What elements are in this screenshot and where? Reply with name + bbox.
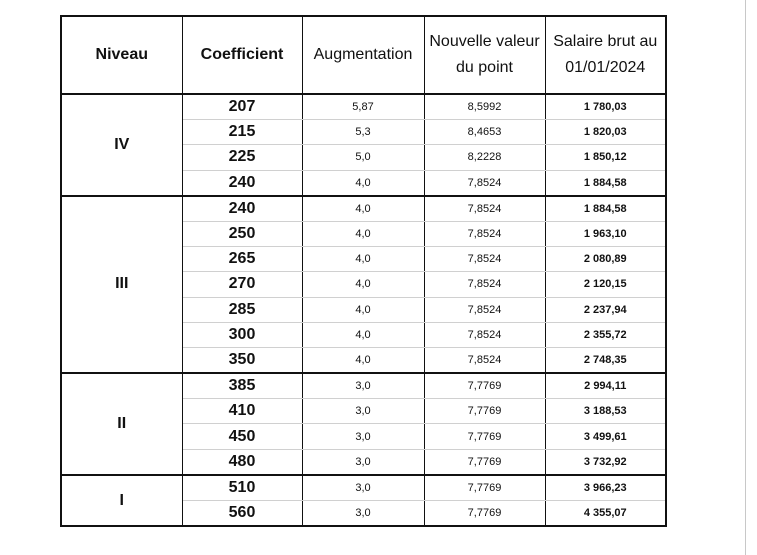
coefficient-cell: 350 [182, 347, 302, 373]
valeur-point-cell: 7,8524 [424, 170, 545, 196]
valeur-point-cell: 7,8524 [424, 196, 545, 222]
coefficient-cell: 300 [182, 322, 302, 347]
salaire-cell: 2 355,72 [545, 322, 666, 347]
table-body [61, 94, 666, 526]
coefficient-cell: 270 [182, 272, 302, 297]
salaire-cell: 2 237,94 [545, 297, 666, 322]
augmentation-cell: 4,0 [302, 247, 424, 272]
valeur-point-cell: 7,8524 [424, 347, 545, 373]
salaire-cell: 2 080,89 [545, 247, 666, 272]
table-row [61, 94, 666, 120]
salaire-cell: 2 748,35 [545, 347, 666, 373]
augmentation-cell: 4,0 [302, 272, 424, 297]
salaire-cell: 2 994,11 [545, 373, 666, 399]
coefficient-cell: 225 [182, 145, 302, 170]
augmentation-cell: 3,0 [302, 449, 424, 475]
augmentation-cell: 5,3 [302, 120, 424, 145]
salaire-cell: 4 355,07 [545, 501, 666, 527]
salaire-cell: 3 499,61 [545, 424, 666, 449]
augmentation-cell: 4,0 [302, 297, 424, 322]
level-cell: II [61, 373, 182, 475]
valeur-point-cell: 7,7769 [424, 373, 545, 399]
coefficient-cell: 285 [182, 297, 302, 322]
header-coefficient: Coefficient [182, 16, 302, 94]
coefficient-cell: 207 [182, 94, 302, 120]
augmentation-cell: 4,0 [302, 196, 424, 222]
table-header [61, 16, 666, 94]
coefficient-cell: 240 [182, 170, 302, 196]
coefficient-cell: 265 [182, 247, 302, 272]
augmentation-cell: 4,0 [302, 347, 424, 373]
augmentation-cell: 3,0 [302, 424, 424, 449]
header-valeur-point-line1: Nouvelle valeur [429, 33, 540, 50]
coefficient-cell: 240 [182, 196, 302, 222]
header-niveau: Niveau [61, 16, 182, 94]
header-salaire [545, 16, 666, 94]
valeur-point-cell: 7,8524 [424, 272, 545, 297]
coefficient-cell: 410 [182, 399, 302, 424]
salaire-cell: 3 188,53 [545, 399, 666, 424]
salaire-cell: 1 884,58 [545, 170, 666, 196]
augmentation-cell: 4,0 [302, 170, 424, 196]
table-row [61, 373, 666, 399]
valeur-point-cell: 7,8524 [424, 247, 545, 272]
salaire-cell: 1 780,03 [545, 94, 666, 120]
page-edge-divider [745, 0, 746, 555]
salary-grid-table [60, 15, 667, 527]
coefficient-cell: 385 [182, 373, 302, 399]
augmentation-cell: 5,0 [302, 145, 424, 170]
level-cell: IV [61, 94, 182, 196]
coefficient-cell: 480 [182, 449, 302, 475]
level-cell: I [61, 475, 182, 526]
valeur-point-cell: 7,7769 [424, 424, 545, 449]
augmentation-cell: 3,0 [302, 475, 424, 501]
header-valeur-point [424, 16, 545, 94]
valeur-point-cell: 7,7769 [424, 449, 545, 475]
coefficient-cell: 450 [182, 424, 302, 449]
salaire-cell: 1 850,12 [545, 145, 666, 170]
salaire-cell: 2 120,15 [545, 272, 666, 297]
valeur-point-cell: 8,4653 [424, 120, 545, 145]
augmentation-cell: 3,0 [302, 373, 424, 399]
valeur-point-cell: 7,8524 [424, 297, 545, 322]
salaire-cell: 1 884,58 [545, 196, 666, 222]
coefficient-cell: 510 [182, 475, 302, 501]
valeur-point-cell: 7,7769 [424, 501, 545, 527]
header-salaire-line2: 01/01/2024 [565, 59, 646, 76]
valeur-point-cell: 8,2228 [424, 145, 545, 170]
valeur-point-cell: 7,8524 [424, 322, 545, 347]
table-row [61, 196, 666, 222]
salaire-cell: 1 820,03 [545, 120, 666, 145]
coefficient-cell: 250 [182, 221, 302, 246]
table-row [61, 475, 666, 501]
augmentation-cell: 3,0 [302, 399, 424, 424]
header-salaire-line1: Salaire brut au [553, 33, 658, 50]
coefficient-cell: 560 [182, 501, 302, 527]
augmentation-cell: 5,87 [302, 94, 424, 120]
valeur-point-cell: 7,7769 [424, 475, 545, 501]
augmentation-cell: 4,0 [302, 221, 424, 246]
salaire-cell: 1 963,10 [545, 221, 666, 246]
coefficient-cell: 215 [182, 120, 302, 145]
header-valeur-point-line2: du point [456, 59, 513, 76]
augmentation-cell: 3,0 [302, 501, 424, 527]
level-cell: III [61, 196, 182, 373]
header-row [61, 16, 666, 94]
header-augmentation: Augmentation [302, 16, 424, 94]
valeur-point-cell: 8,5992 [424, 94, 545, 120]
salaire-cell: 3 966,23 [545, 475, 666, 501]
salaire-cell: 3 732,92 [545, 449, 666, 475]
valeur-point-cell: 7,7769 [424, 399, 545, 424]
augmentation-cell: 4,0 [302, 322, 424, 347]
valeur-point-cell: 7,8524 [424, 221, 545, 246]
